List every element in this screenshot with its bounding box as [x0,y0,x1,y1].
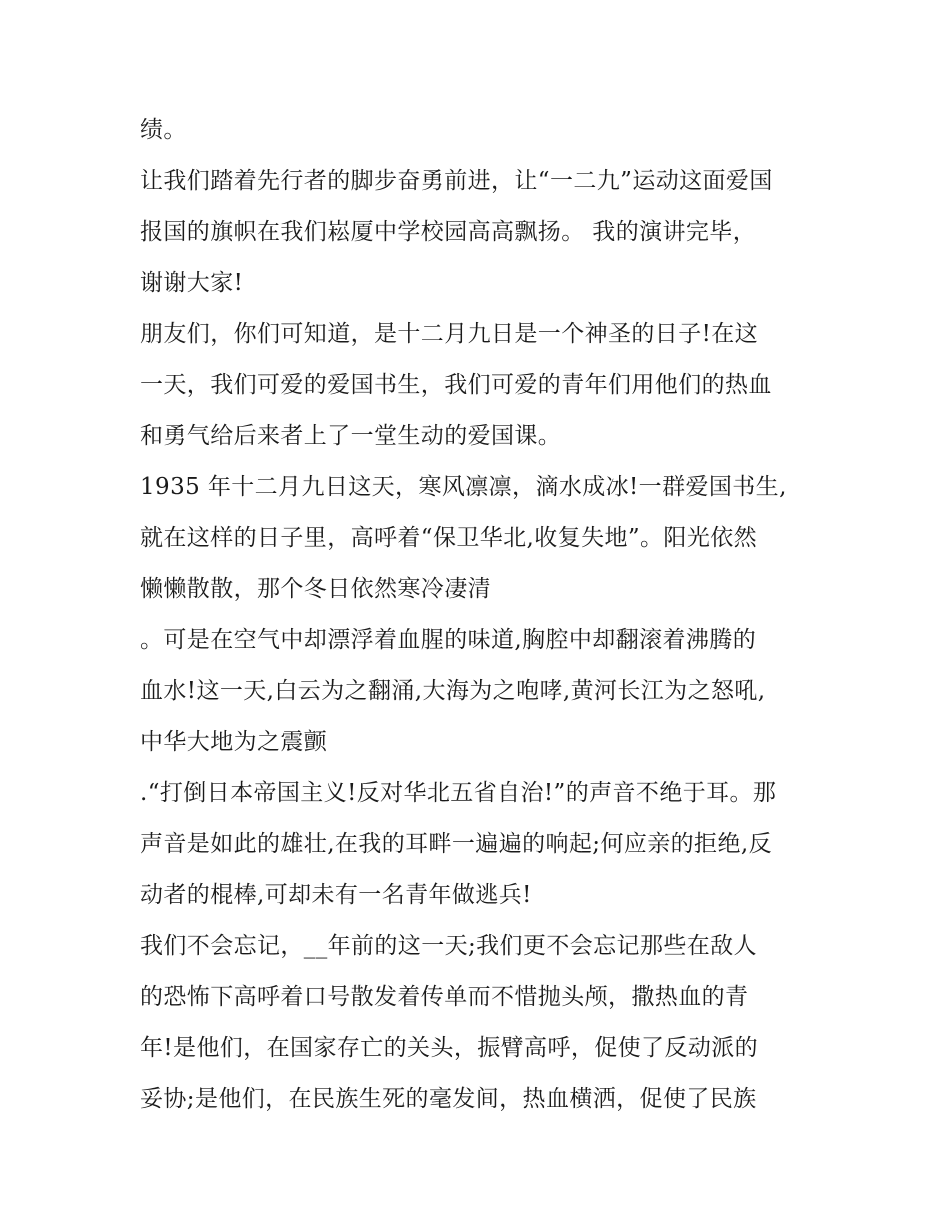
text-line: 声音是如此的雄壮,在我的耳畔一遍遍的响起;何应亲的拒绝,反 [140,831,772,857]
text-line: 让我们踏着先行者的脚步奋勇前进，让“一二九”运动这面爱国 [140,168,773,194]
text-line: .“打倒日本帝国主义!反对华北五省自治!”的声音不绝于耳。那 [140,780,777,806]
text-line: 报国的旗帜在我们崧厦中学校园高高飘扬。 我的演讲完毕， [140,219,757,245]
text-line: 我们不会忘记，__年前的这一天;我们更不会忘记那些在敌人 [140,933,757,959]
text-line: 绩。 [140,117,187,143]
text-line: 懒懒散散，那个冬日依然寒冷凄清 [140,576,491,602]
text-line: 血水!这一天,白云为之翻涌,大海为之咆哮,黄河长江为之怒吼, [140,678,766,704]
text-line: 谢谢大家! [140,270,244,296]
text-line: 动者的棍棒,可却未有一名青年做逃兵! [140,882,532,908]
text-line: 和勇气给后来者上了一堂生动的爱国课。 [140,423,562,449]
text-line: 中华大地为之震颤 [140,729,328,755]
text-line: 一天，我们可爱的爱国书生，我们可爱的青年们用他们的热血 [140,372,772,398]
text-line: 朋友们，你们可知道，是十二月九日是一个神圣的日子!在这 [140,321,759,347]
text-line: 妥协;是他们，在民族生死的毫发间，热血横洒，促使了民族 [140,1086,757,1112]
text-line: 。可是在空气中却漂浮着血腥的味道,胸腔中却翻滚着沸腾的 [140,627,757,653]
text-line: 的恐怖下高呼着口号散发着传单而不惜抛头颅，撒热血的青 [140,984,749,1010]
text-line: 就在这样的日子里，高呼着“保卫华北,收复失地”。阳光依然 [140,525,758,551]
text-line: 年!是他们，在国家存亡的关头，振臂高呼，促使了反动派的 [140,1035,759,1061]
text-line: 1935 年十二月九日这天，寒风凛凛，滴水成冰!一群爱国书生, [140,474,787,500]
